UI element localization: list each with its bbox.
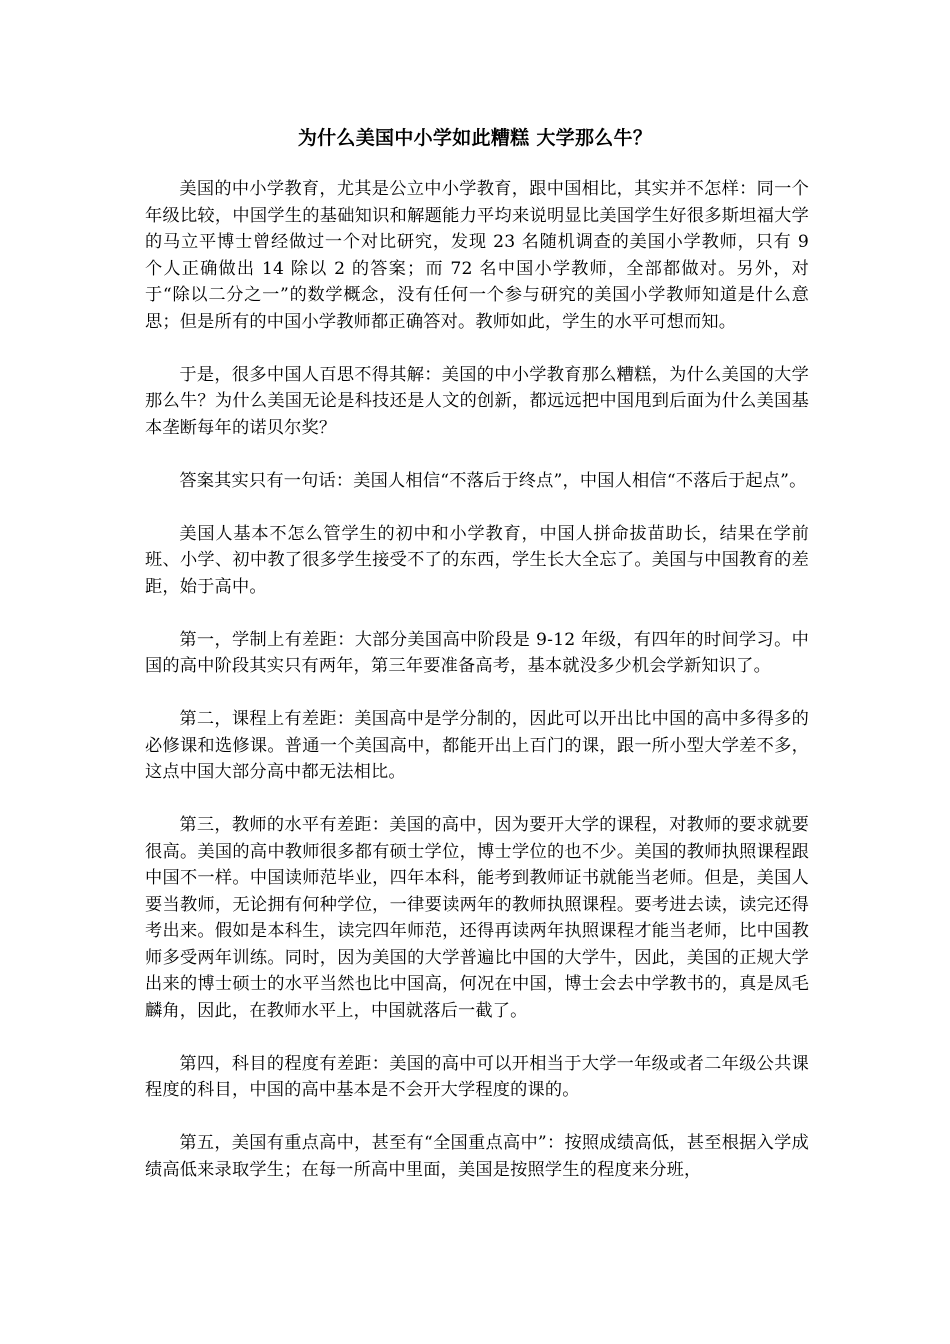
paragraph-7: 第三，教师的水平有差距：美国的高中，因为要开大学的课程，对教师的要求就要很高。美国的高中教师很多都有硕士学位，博士学位的也不少。美国的教师执照课程跟中国不一样。中国读师范毕业，四年本科，能考到教师证书就能当老师。但是，美国人要当教师，无论拥有何种学位，一律要读两年的教师执照课程。要考进去读，读完还得考出来。假如是本科生，读完四年师范，还得再读两年执照课程才能当老师，比中国教师多受两年训练。同时，因为美国的大学普遍比中国的大学牛，因此，美国的正规大学出来的博士硕士的水平当然也比中国高，何况在中国，博士会去中学教书的，真是凤毛麟角，因此，在教师水平上，中国就落后一截了。 bbox=[145, 815, 809, 1021]
paragraph-3: 答案其实只有一句话：美国人相信“不落后于终点”，中国人相信“不落后于起点”。 bbox=[179, 470, 807, 491]
document-title: 为什么美国中小学如此糟糕 大学那么牛？ bbox=[297, 127, 653, 149]
paragraph-5: 第一，学制上有差距：大部分美国高中阶段是 9-12 年级，有四年的时间学习。中国的高中阶段其实只有两年，第三年要准备高考，基本就没多少机会学新知识了。 bbox=[145, 629, 809, 676]
document-body bbox=[145, 176, 809, 1210]
paragraph-1: 美国的中小学教育，尤其是公立中小学教育，跟中国相比，其实并不怎样：同一个年级比较，中国学生的基础知识和解题能力平均来说明显比美国学生好很多斯坦福大学的马立平博士曾经做过一个对比研究，发现 23 名随机调查的美国小学教师，只有 9 个人正确做出 14 除以 2 的答案；而 72 名中国小学教师，全部都做对。另外，对于“除以二分之一”的数学概念，没有任何一个参与研究的美国小学教师知道是什么意思；但是所有的中国小学教师都正确答对。教师如此，学生的水平可想而知。 bbox=[145, 179, 809, 332]
paragraph-8: 第四，科目的程度有差距：美国的高中可以开相当于大学一年级或者二年级公共课程度的科目，中国的高中基本是不会开大学程度的课的。 bbox=[145, 1053, 809, 1100]
paragraph-9: 第五，美国有重点高中，甚至有“全国重点高中”：按照成绩高低，甚至根据入学成绩高低来录取学生；在每一所高中里面，美国是按照学生的程度来分班， bbox=[145, 1133, 809, 1180]
paragraph-6: 第二，课程上有差距：美国高中是学分制的，因此可以开出比中国的高中多得多的必修课和选修课。普通一个美国高中，都能开出上百门的课，跟一所小型大学差不多，这点中国大部分高中都无法相比。 bbox=[145, 709, 809, 782]
paragraph-4: 美国人基本不怎么管学生的初中和小学教育，中国人拼命拔苗助长，结果在学前班、小学、初中教了很多学生接受不了的东西，学生长大全忘了。美国与中国教育的差距，始于高中。 bbox=[145, 523, 809, 597]
paragraph-2: 于是，很多中国人百思不得其解：美国的中小学教育那么糟糕，为什么美国的大学那么牛？为什么美国无论是科技还是人文的创新，都远远把中国甩到后面为什么美国基本垄断每年的诺贝尔奖？ bbox=[145, 364, 809, 438]
